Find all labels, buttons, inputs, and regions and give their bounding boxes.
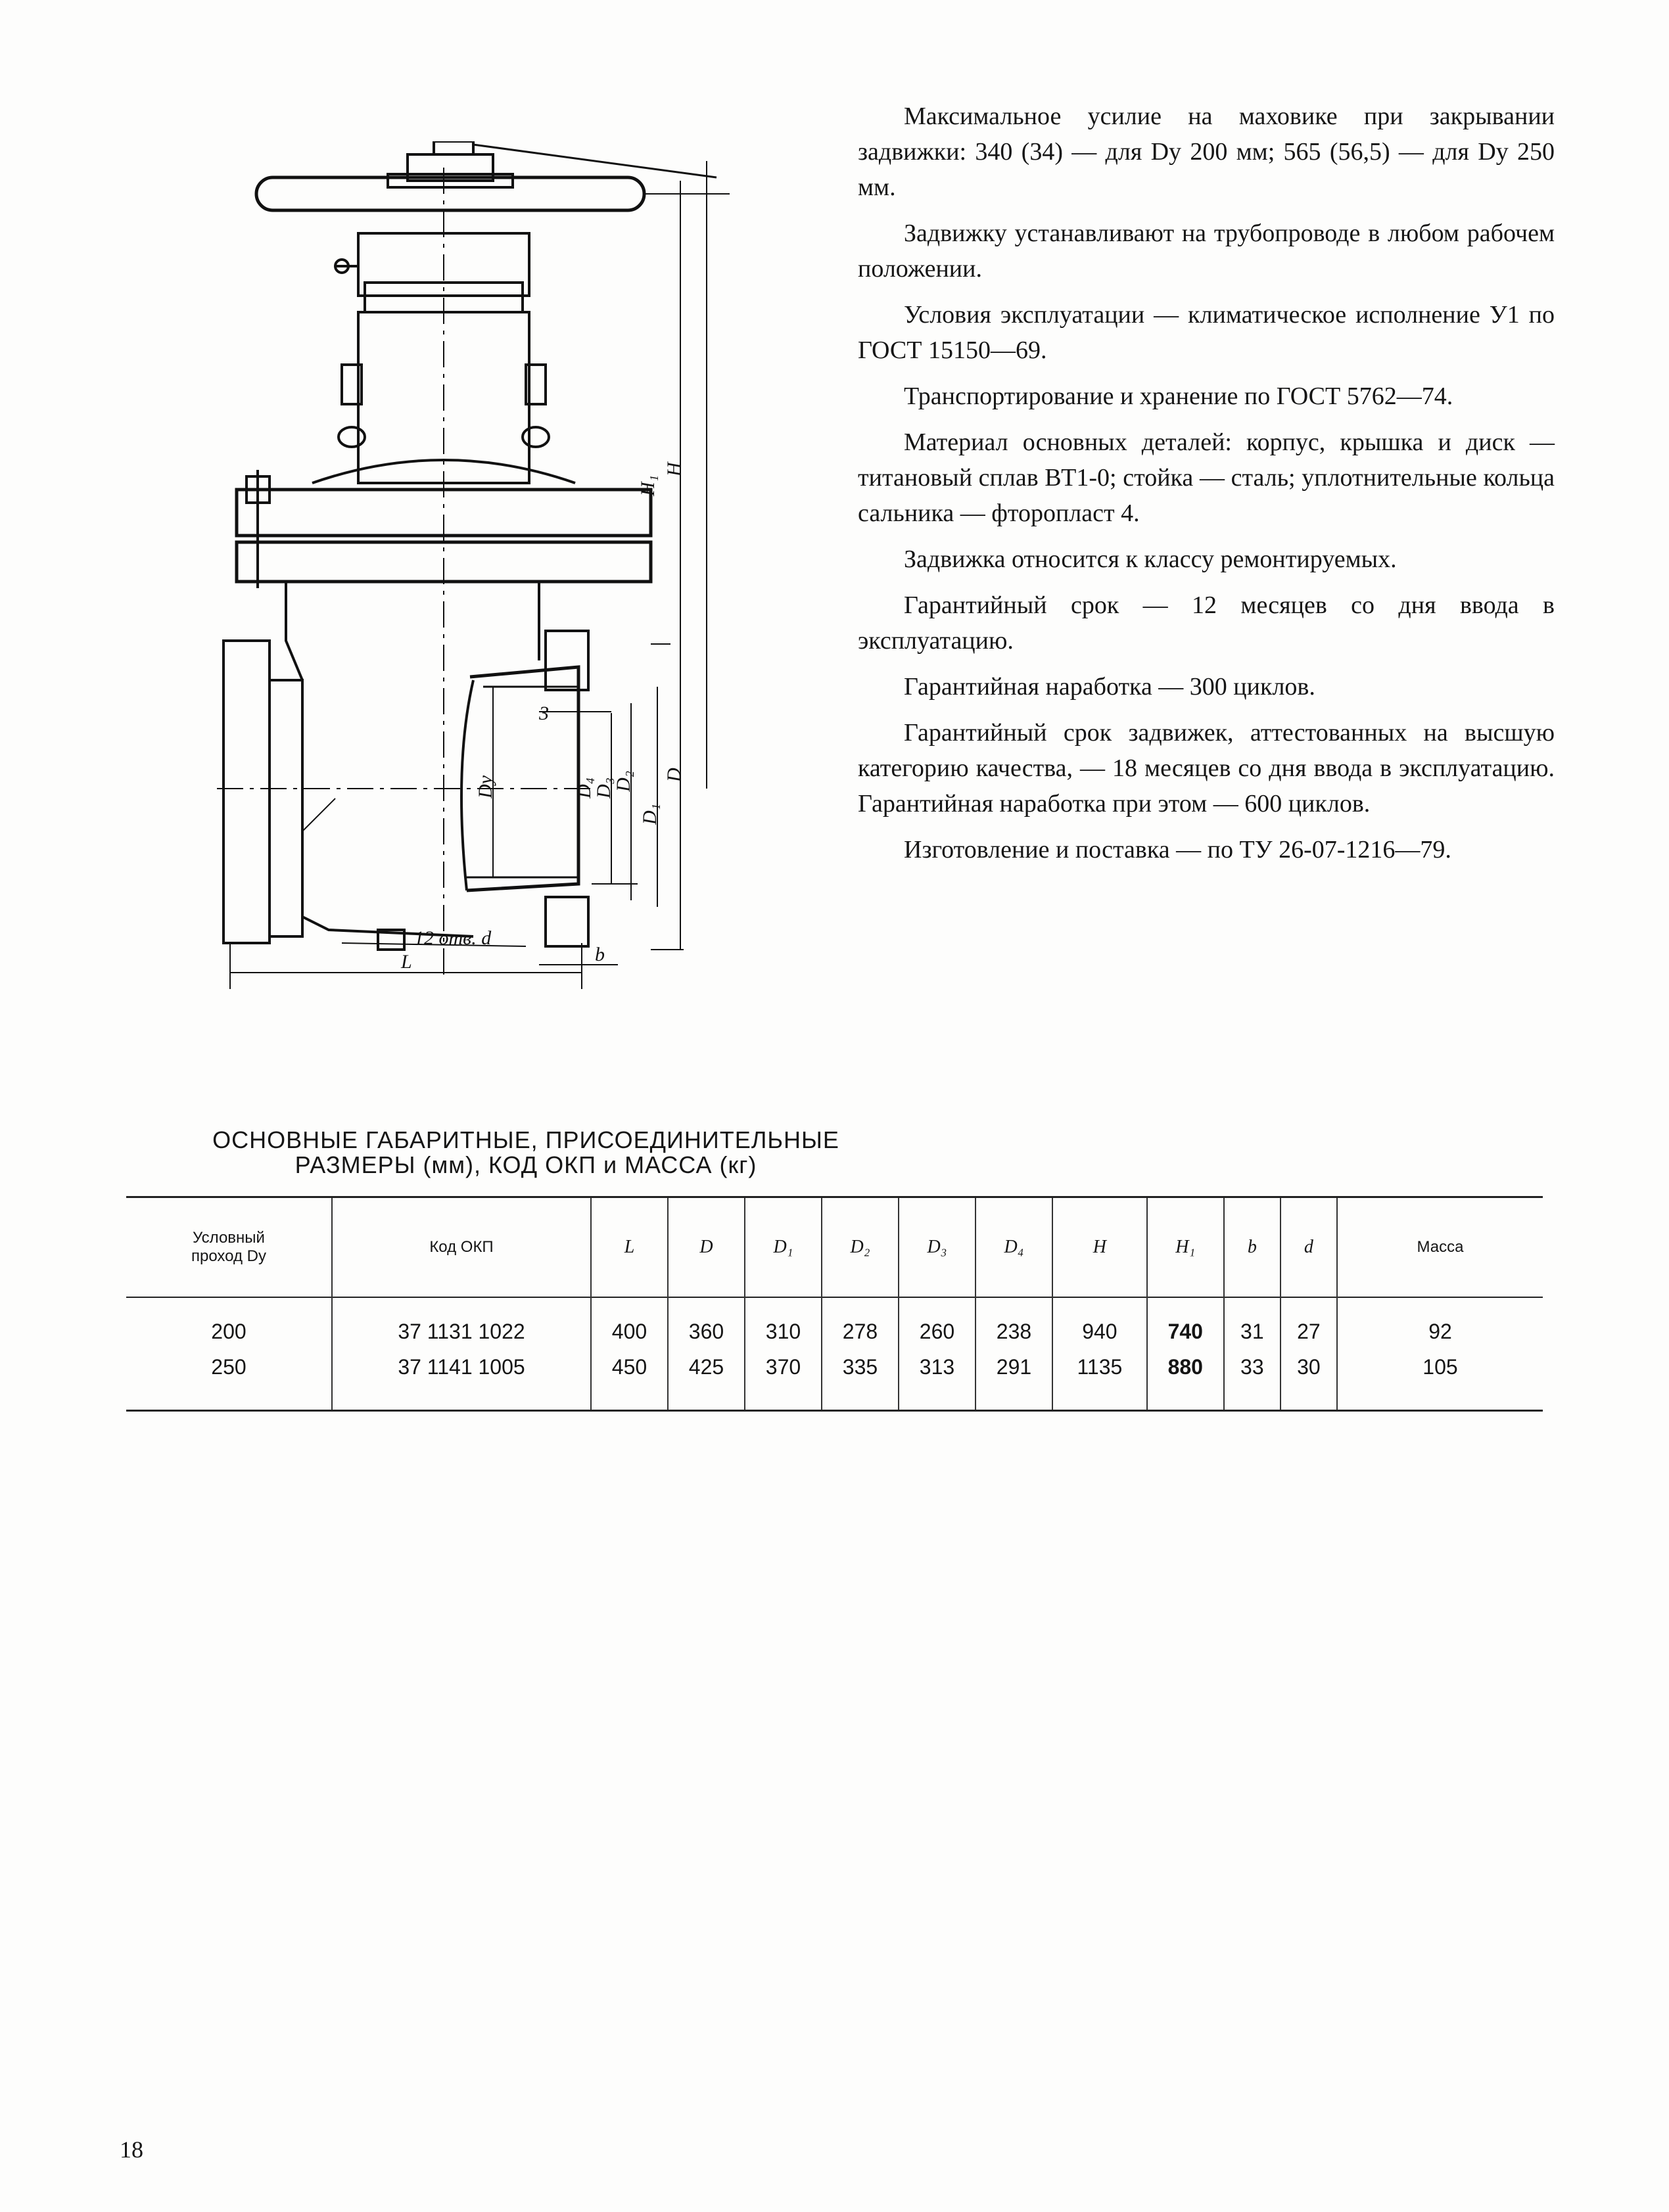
paragraph-operating-time: Гарантийная наработка — 300 циклов. (904, 673, 1315, 701)
cell-h: 1135 (1052, 1349, 1147, 1411)
cell-okp: 37 1141 1005 (332, 1349, 591, 1411)
table-title (131, 1128, 920, 1178)
cell-l: 400 (591, 1297, 668, 1349)
dimensions-table (126, 1196, 1543, 1412)
cell-d4: 291 (976, 1349, 1052, 1411)
label-l: L (401, 951, 412, 973)
cell-d: 360 (668, 1297, 745, 1349)
table-row (126, 1349, 1543, 1411)
cell-d3: 313 (899, 1349, 976, 1411)
table-title-line-1: ОСНОВНЫЕ ГАБАРИТНЫЕ, ПРИСОЕДИНИТЕЛЬНЫЕ (212, 1126, 839, 1153)
label-d3: D₃ (593, 777, 615, 798)
cell-d4: 238 (976, 1297, 1052, 1349)
header-h1: H₁ (1147, 1197, 1224, 1298)
cell-d2: 335 (822, 1349, 899, 1411)
header-d3: D₃ (899, 1197, 976, 1298)
label-d2: D₂ (613, 770, 634, 792)
label-dy: Dу (475, 775, 496, 798)
paragraph-certified-warranty: Гарантийный срок задвижек, аттестованных на высшую категорию качества, — 18 месяцев со дня ввода в эксплуатацию. Гарантийная наработка при этом — 600 циклов. (858, 719, 1555, 818)
header-dy (126, 1197, 332, 1298)
header-d2: D₂ (822, 1197, 899, 1298)
label-holes: 12 отв. d (414, 927, 492, 949)
cell-h1: 880 (1147, 1349, 1224, 1411)
paragraph-materials: Материал основных деталей: корпус, крышка и диск — титановый сплав ВТ1-0; стойка — сталь; уплотнительные кольца сальника — фторопласт 4. (858, 428, 1555, 527)
label-h: H (663, 462, 685, 476)
paragraph-repairable: Задвижка относится к классу ремонтируемых. (904, 545, 1397, 573)
cell-b: 33 (1224, 1349, 1281, 1411)
cell-d3: 260 (899, 1297, 976, 1349)
header-b: b (1224, 1197, 1281, 1298)
cell-d1: 370 (745, 1349, 822, 1411)
cell-d-small: 30 (1281, 1349, 1337, 1411)
header-d-small: d (1281, 1197, 1337, 1298)
header-mass: Масса (1337, 1197, 1543, 1298)
label-b: b (595, 944, 605, 965)
table-title-line-2: РАЗМЕРЫ (мм), КОД ОКП и МАССА (кг) (294, 1151, 757, 1178)
cell-d: 425 (668, 1349, 745, 1411)
page-number: 18 (120, 2136, 143, 2163)
paragraph-warranty: Гарантийный срок — 12 месяцев со дня ввода в эксплуатацию. (858, 591, 1555, 655)
header-l: L (591, 1197, 668, 1298)
paragraph-conditions: Условия эксплуатации — климатическое исполнение У1 по ГОСТ 15150—69. (858, 301, 1555, 364)
header-d1: D₁ (745, 1197, 822, 1298)
label-3: 3 (539, 703, 549, 724)
cell-d-small: 27 (1281, 1297, 1337, 1349)
paragraph-manufacture: Изготовление и поставка — по ТУ 26-07-1216—79. (904, 836, 1451, 864)
label-d: D (663, 768, 685, 782)
label-d4: D₄ (573, 777, 595, 798)
yoke (335, 168, 549, 976)
header-d4: D₄ (976, 1197, 1052, 1298)
paragraph-transport: Транспортирование и хранение по ГОСТ 5762—74. (904, 382, 1453, 410)
handwheel (256, 141, 730, 210)
header-okp: Код ОКП (332, 1197, 591, 1298)
paragraph-installation: Задвижку устанавливают на трубопроводе в любом рабочем положении. (858, 219, 1555, 283)
description-text (858, 99, 1555, 878)
cell-b: 31 (1224, 1297, 1281, 1349)
valve-body (217, 582, 592, 950)
cell-dy: 250 (211, 1354, 247, 1379)
header-dy-line-2: проход Dу (191, 1247, 266, 1265)
valve-drawing (197, 141, 855, 1015)
header-d: D (668, 1197, 745, 1298)
cell-d1: 310 (745, 1297, 822, 1349)
header-dy-line-1: Условный (193, 1229, 265, 1247)
table-row (126, 1297, 1543, 1349)
label-h1: H₁ (637, 474, 659, 496)
label-d1: D₁ (639, 803, 661, 825)
cell-mass: 105 (1337, 1349, 1543, 1411)
cell-l: 450 (591, 1349, 668, 1411)
cell-okp: 37 1131 1022 (332, 1297, 591, 1349)
cell-d2: 278 (822, 1297, 899, 1349)
paragraph-force: Максимальное усилие на маховике при закрывании задвижки: 340 (34) — для Dу 200 мм; 565 (56,5) — для Dу 250 мм. (858, 103, 1555, 201)
header-h: H (1052, 1197, 1147, 1298)
cell-dy: 200 (211, 1319, 247, 1343)
cell-h: 940 (1052, 1297, 1147, 1349)
cell-h1: 740 (1147, 1297, 1224, 1349)
cell-mass: 92 (1337, 1297, 1543, 1349)
table-header-row (126, 1197, 1543, 1298)
